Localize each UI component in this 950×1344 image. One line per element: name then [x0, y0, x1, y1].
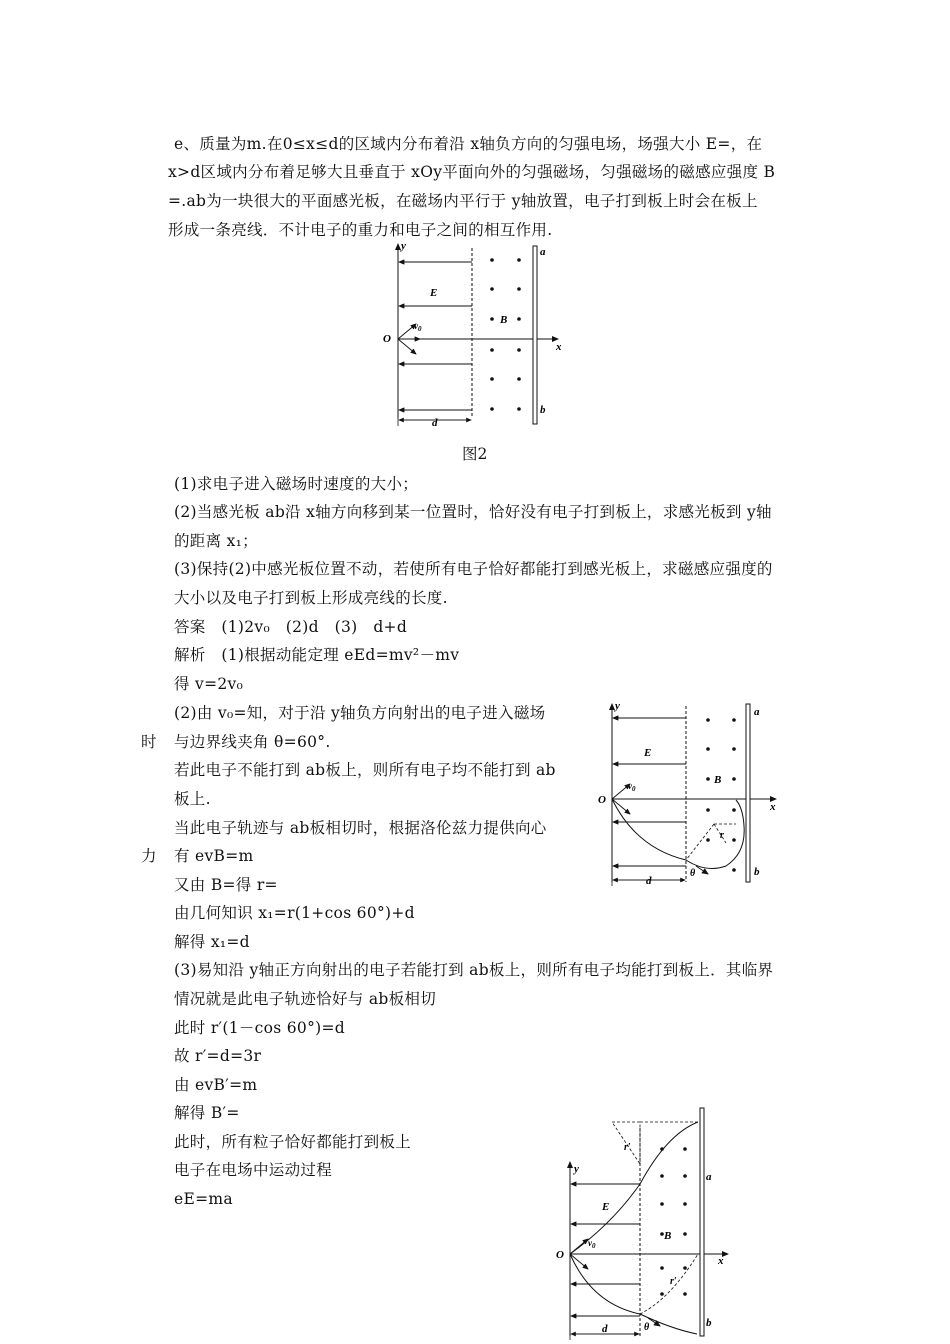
question-1: (1)求电子进入磁场时速度的大小；: [174, 475, 419, 493]
problem-line-3: =.ab为一块很大的平面感光板，在磁场内平行于 y轴放置，电子打到板上时会在板上: [168, 192, 758, 210]
solution-line-7: 当此电子轨迹与 ab板相切时，根据洛伦兹力提供向心: [174, 819, 547, 837]
electric-field-lines: [399, 262, 472, 410]
solution-line-17: 解得 B′=: [174, 1104, 240, 1122]
question-2-line-1: (2)当感光板 ab沿 x轴方向移到某一位置时，恰好没有电子打到板上，求感光板到 y轴: [174, 503, 772, 521]
sensing-plate-ab: [700, 1108, 704, 1336]
solution-line-15: 故 r′=d=3r: [174, 1047, 262, 1065]
solution-line-1: 解析 (1)根据动能定理 eEd=mv²－mv: [174, 646, 460, 664]
solution-line-14: 此时 r′(1－cos 60°)=d: [174, 1019, 345, 1037]
d-label: d: [602, 1323, 608, 1335]
y-label: y: [574, 1163, 579, 1175]
radius-dashed: [686, 824, 714, 860]
electron-trajectory: [612, 799, 744, 868]
figure-2-diagram: [378, 238, 578, 430]
plate-label-b: b: [540, 404, 546, 416]
sensing-plate-ab: [746, 704, 750, 882]
solution-line-13: 情况就是此电子轨迹恰好与 ab板相切: [174, 990, 436, 1008]
plate-label-a: a: [754, 706, 760, 718]
origin-label: O: [556, 1249, 564, 1261]
v0-label: $v_0$: [414, 321, 422, 333]
plate-label-a: a: [540, 246, 546, 258]
solution-line-2: 得 v=2v₀: [174, 675, 244, 693]
b-field-label: B: [664, 1230, 672, 1242]
radius-prime-label: r′: [624, 1142, 631, 1153]
solution-line-6: 板上.: [174, 790, 211, 808]
figure-caption: 图2: [462, 445, 488, 463]
solution-figure-1: [596, 698, 786, 886]
x-label: x: [770, 801, 776, 813]
upper-trajectory: [570, 1122, 698, 1254]
solution-line-16: 由 evB′=m: [174, 1076, 258, 1094]
x-label: x: [718, 1255, 724, 1267]
plate-label-b: b: [706, 1317, 712, 1329]
solution-line-11: 解得 x₁=d: [174, 933, 250, 951]
magnetic-field-dots: [490, 258, 521, 411]
question-3-line-2: 大小以及电子打到板上形成亮线的长度.: [174, 589, 448, 607]
solution-line-3: (2)由 v₀=知，对于沿 y轴负方向射出的电子进入磁场: [174, 704, 546, 722]
x-label: x: [556, 341, 562, 353]
origin-label: O: [383, 333, 391, 345]
theta-label: θ: [690, 868, 696, 879]
lower-trajectory: [570, 1254, 697, 1334]
radius-prime-label-lower: r′: [670, 1276, 677, 1287]
problem-line-4: 形成一条亮线．不计电子的重力和电子之间的相互作用.: [168, 221, 553, 239]
d-label: d: [646, 875, 652, 886]
y-label: y: [615, 700, 620, 712]
side-char-2: 力: [141, 847, 157, 865]
solution-line-18: 此时，所有粒子恰好都能打到板上: [174, 1133, 412, 1151]
solution-line-20: eE=ma: [174, 1190, 233, 1208]
solution-line-12: (3)易知沿 y轴正方向射出的电子若能打到 ab板上，则所有电子均能打到板上．其临界: [174, 961, 774, 979]
question-3-line-1: (3)保持(2)中感光板位置不动，若使所有电子恰好都能打到感光板上，求磁感应强度的: [174, 560, 773, 578]
solution-line-19: 电子在电场中运动过程: [174, 1161, 333, 1179]
e-field-label: E: [430, 287, 438, 299]
theta-label: θ: [644, 1322, 650, 1333]
solution-line-4: 与边界线夹角 θ=60°.: [174, 733, 331, 751]
magnetic-field-dots: [660, 1147, 687, 1296]
e-field-label: E: [602, 1201, 610, 1213]
solution-figure-2: [552, 1104, 752, 1340]
y-label: y: [401, 240, 406, 252]
problem-line-1: e、质量为m.在0≤x≤d的区域内分布着沿 x轴负方向的匀强电场，场强大小 E=，在: [174, 135, 763, 153]
sensing-plate-ab: [533, 246, 537, 424]
d-label: d: [432, 417, 438, 429]
b-field-label: B: [714, 774, 722, 786]
solution-line-10: 由几何知识 x₁=r(1+cos 60°)+d: [174, 904, 415, 922]
v0-label: $v_0$: [588, 1238, 596, 1250]
side-char-1: 时: [141, 733, 157, 751]
e-field-label: E: [644, 747, 652, 759]
question-2-line-2: 的距离 x₁；: [174, 532, 258, 550]
plate-label-b: b: [754, 866, 760, 878]
v0-label: $v_0$: [628, 781, 636, 793]
origin-label: O: [598, 794, 606, 806]
solution-line-8: 有 evB=m: [174, 847, 254, 865]
plate-label-a: a: [706, 1171, 712, 1183]
answer-line: 答案 (1)2v₀ (2)d (3) d+d: [174, 618, 408, 636]
problem-line-2: x>d区域内分布着足够大且垂直于 xOy平面向外的匀强磁场，匀强磁场的磁感应强度 B: [168, 163, 776, 181]
solution-line-9: 又由 B=得 r=: [174, 876, 278, 894]
b-field-label: B: [500, 314, 508, 326]
magnetic-field-dots: [706, 718, 736, 872]
solution-line-5: 若此电子不能打到 ab板上，则所有电子均不能打到 ab: [174, 761, 556, 779]
radius-label: r: [720, 830, 724, 841]
